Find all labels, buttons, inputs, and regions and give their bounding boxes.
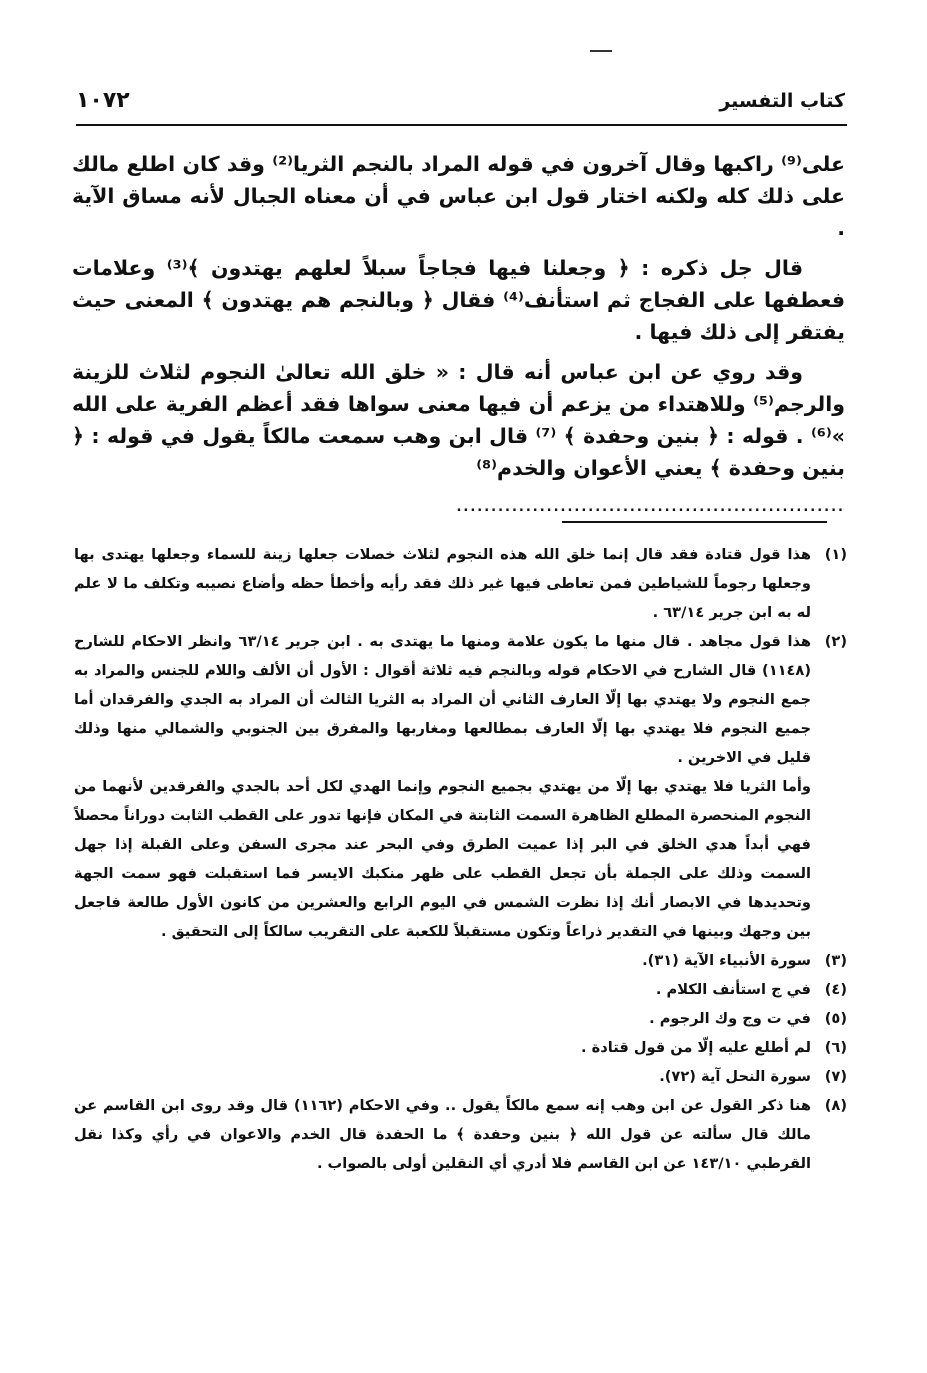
footnote-number: (٨) <box>824 1097 847 1114</box>
page-number: ١٠٧٢ <box>76 88 130 113</box>
footnote <box>74 946 847 975</box>
paragraph: وقد روي عن ابن عباس أنه قال : « خلق الله تعالىٰ النجوم لثلاث للزينة والرجم⁽⁵⁾ وللاهتداء من يزعم أن فيها معنى سواها فقد أعظم الفرية على الله »⁽⁶⁾ . قوله : ﴿ بنين وحفدة ﴾ ⁽⁷⁾ قال ابن وهب سمعت مالكاً يقول في قوله : ﴿ بنين وحفدة ﴾ يعني الأعوان والخدم⁽⁸⁾ <box>72 360 846 480</box>
footnote-number: (٦) <box>824 1039 847 1056</box>
footnote-text: وأما الثريا فلا يهتدي بها إلّا من يهتدي بجميع النجوم وإنما الهدي لكل أحد بالجدي والفرقدين لأنهما من النجوم المنحصرة المطلع الظاهرة السمت الثابتة في المكان فإنها تدور على القطب الثابت دوراناً محصلاً فهي أبداً هدي الخلق في البر إذا عميت الطرق وفي البحر عند مجرى السفن وعلى القبلة إذا جهل السمت وذلك على الجملة بأن تجعل القطب على ظهر منكبك الايسر فما استقبلت فهو سمت الجهة وتحديدها في الابصار أنك إذا نظرت الشمس في اليوم الرابع والعشرين من كانون الأول طالعة فاجعل بين وجهك وبينها في التقدير ذراعاً وتكون مستقبلاً للكعبة على التقريب سالكاً إلى التحقيق . <box>74 778 811 940</box>
scan-mark <box>590 50 612 52</box>
footnote-number: (٢) <box>824 633 847 650</box>
footnote-text: هنا ذكر القول عن ابن وهب إنه سمع مالكاً يقول .. وفي الاحكام (١١٦٢) قال وقد روى ابن القاسم عن مالك قال سألته عن قول الله ﴿ بنين وحفدة ﴾ ما الحفدة قال الخدم والاعوان في رأي وكذا نقل القرطبي ١٤٣/١٠ عن ابن القاسم فلا أدري أي النقلين أولى بالصواب . <box>74 1097 811 1172</box>
footnote <box>74 975 847 1004</box>
footnotes <box>74 540 847 1178</box>
footnote-divider <box>562 521 827 523</box>
footnote-number: (٣) <box>824 952 847 969</box>
footnote-text: سورة النحل آية (٧٢). <box>659 1068 811 1085</box>
footnote <box>74 1004 847 1033</box>
footnote <box>74 1062 847 1091</box>
footnote <box>74 1033 847 1062</box>
running-header <box>76 88 845 122</box>
footnote <box>74 540 847 627</box>
footnote-text: هذا قول قتادة فقد قال إنما خلق الله هذه النجوم لثلاث خصلات جعلها زينة للسماء وجعلها يهتدى بها وجعلها رجوماً للشياطين فمن تعاطى فيها غير ذلك فقد رأيه وأخطأ حظه وأضاع نصيبه وتكلف ما لا علم له به ابن جرير ٦٣/١٤ . <box>74 546 811 621</box>
footnote-number: (١) <box>824 546 847 563</box>
paragraph: على⁽⁹⁾ راكبها وقال آخرون في قوله المراد بالنجم الثريا⁽²⁾ وقد كان اطلع مالك على ذلك كله ولكنه اختار قول ابن عباس في أن معناه الجبال لأنه مساق الآية . <box>72 152 845 240</box>
footnote-text: سورة الأنبياء الآية (٣١). <box>642 952 811 969</box>
book-title: كتاب التفسير <box>719 90 845 112</box>
header-divider <box>76 124 847 126</box>
footnote-continuation <box>74 772 847 946</box>
footnote-number: (٥) <box>824 1010 847 1027</box>
footnote-number: (٧) <box>824 1068 847 1085</box>
footnote-text: في ت وج وك الرجوم . <box>649 1010 811 1027</box>
footnote-text: لم أطلع عليه إلّا من قول قتادة . <box>581 1039 811 1056</box>
paragraph: قال جل ذكره : ﴿ وجعلنا فيها فجاجاً سبلاً لعلهم يهتدون ﴾⁽³⁾ وعلامات فعطفها على الفجاج ثم استأنف⁽⁴⁾ فقال ﴿ وبالنجم هم يهتدون ﴾ المعنى حيث يفتقر إلى ذلك فيها . <box>72 256 845 344</box>
footnote-text: في ج استأنف الكلام . <box>655 981 811 998</box>
main-text <box>72 148 845 524</box>
footnote-number: (٤) <box>824 981 847 998</box>
ellipsis-dots: ........................................................ <box>456 500 845 515</box>
footnote <box>74 627 847 772</box>
footnote-text: هذا قول مجاهد . قال منها ما يكون علامة ومنها ما يهتدى به . ابن جرير ٦٣/١٤ وانظر الاحكام للشارح (١١٤٨) قال الشارح في الاحكام قوله وبالنجم فيه ثلاثة أقوال : الأول أن الألف واللام للجنس والمراد به جمع النجوم ولا يهتدي بها إلّا العارف الثاني أن المراد به الثريا الثالث أن المراد به الجدي والفرقدان أما جميع النجوم فلا يهتدي بها إلّا العارف بمطالعها ومغاربها والمفرق بين الجنوبي والشمالي منها وذلك قليل في الاخرين . <box>74 633 811 766</box>
footnote <box>74 1091 847 1178</box>
